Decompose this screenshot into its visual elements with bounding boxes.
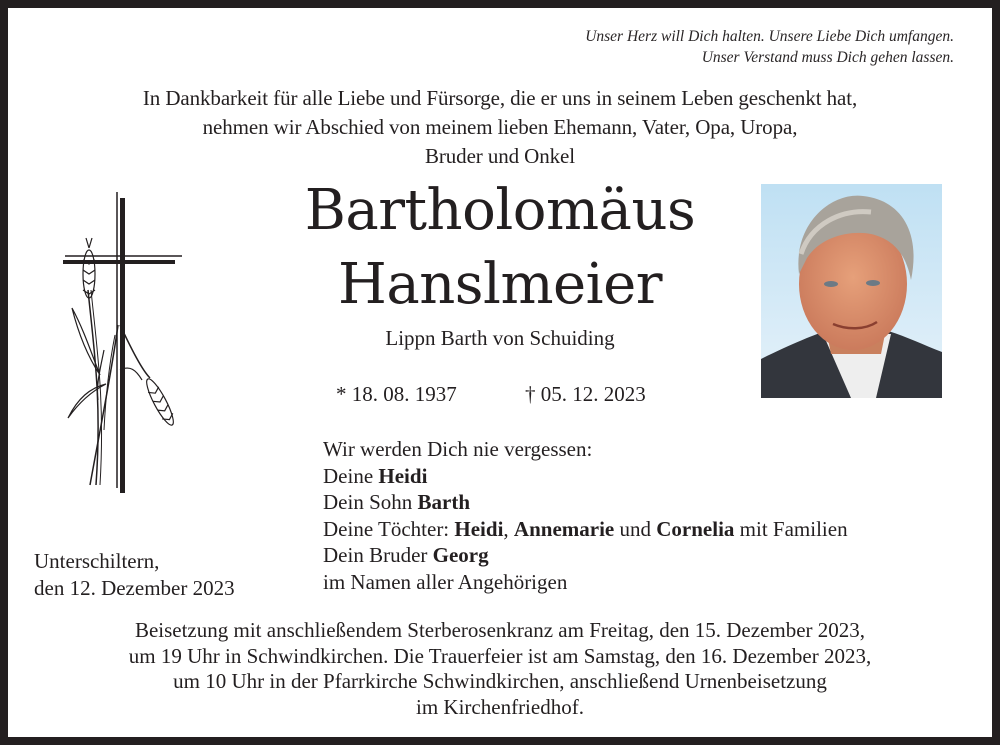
place: Unterschiltern, (34, 549, 160, 573)
daughter-name-1: Heidi (454, 516, 504, 541)
separator: , (503, 516, 514, 541)
family-daughters-line (323, 516, 848, 543)
funeral-line-4: im Kirchenfriedhof. (416, 694, 584, 719)
separator: und (614, 516, 657, 541)
brother-name: Georg (432, 543, 489, 567)
motto-line-2: Unser Verstand muss Dich gehen lassen. (701, 49, 954, 66)
daughter-name-3: Cornelia (656, 516, 735, 541)
intro-text (0, 84, 1000, 171)
date: den 12. Dezember 2023 (34, 575, 235, 600)
funeral-line-2: um 19 Uhr in Schwindkirchen. Die Trauerfeier ist am Samstag, den 16. Dezember 2023, (128, 643, 872, 668)
funeral-details (0, 618, 1000, 720)
funeral-line-3: um 10 Uhr in der Pfarrkirche Schwindkirchen, anschließend Urnenbeisetzung (173, 669, 827, 693)
wife-name: Heidi (378, 463, 428, 488)
place-and-date (34, 548, 235, 601)
wife-prefix: Deine (323, 463, 379, 488)
son-name: Barth (417, 490, 470, 514)
funeral-line-1: Beisetzung mit anschließendem Sterberosenkranz am Freitag, den 15. Dezember 2023, (134, 618, 866, 642)
intro-line-3: Bruder und Onkel (424, 144, 576, 168)
daughters-prefix: Deine Töchter: (323, 516, 455, 541)
daughter-name-2: Annemarie (513, 516, 615, 541)
family-brother-line (323, 542, 848, 569)
family-wife-line (323, 463, 848, 490)
portrait-photo (761, 184, 942, 398)
brother-prefix: Dein Bruder (323, 543, 433, 567)
intro-line-1: In Dankbarkeit für alle Liebe und Fürsorge, die er uns in seinem Leben geschenkt hat, (142, 86, 858, 110)
cross-with-wheat-icon (60, 190, 185, 495)
motto-quote (585, 26, 954, 68)
family-intro: Wir werden Dich nie vergessen: (323, 437, 593, 461)
family-son-line (323, 489, 848, 516)
deceased-last-name: Hanslmeier (338, 252, 662, 317)
deceased-nickname: Lippn Barth von Schuiding (385, 326, 615, 350)
death-date: † 05. 12. 2023 (525, 382, 646, 406)
deceased-first-name: Bartholomäus (304, 178, 696, 243)
family-closing: im Namen aller Angehörigen (323, 569, 568, 594)
son-prefix: Dein Sohn (323, 490, 418, 514)
motto-line-1: Unser Herz will Dich halten. Unsere Liebe Dich umfangen. (585, 28, 954, 45)
daughters-suffix: mit Familien (734, 516, 848, 541)
family-list (323, 436, 848, 595)
intro-line-2: nehmen wir Abschied von meinem lieben Ehemann, Vater, Opa, Uropa, (202, 115, 798, 139)
birth-date: * 18. 08. 1937 (336, 382, 457, 406)
